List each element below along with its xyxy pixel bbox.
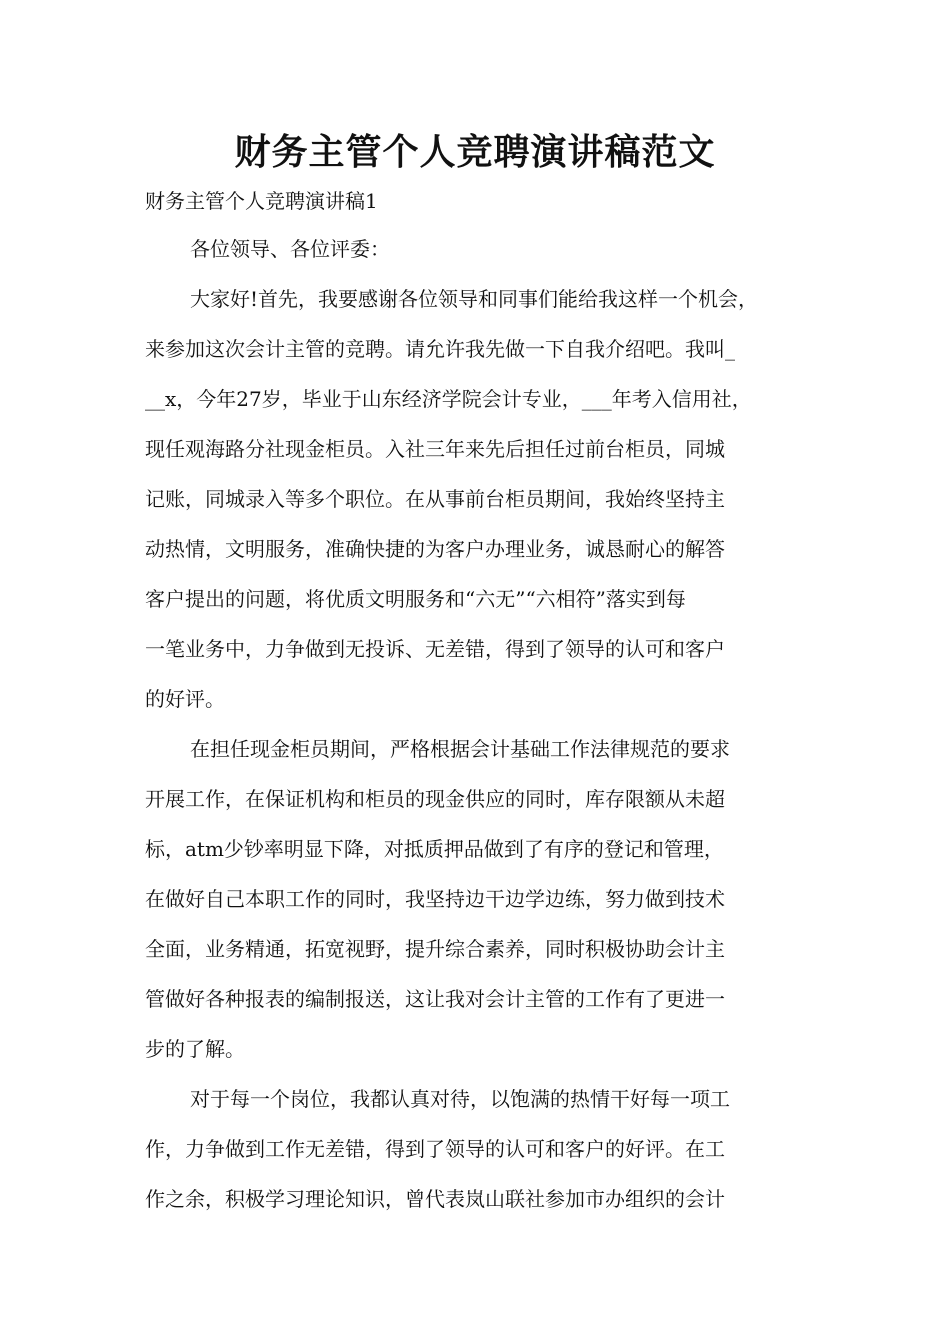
paragraph-1-line-5: 记账，同城录入等多个职位。在从事前台柜员期间，我始终坚持主 (145, 487, 725, 511)
paragraph-3-line-1: 对于每一个岗位，我都认真对待，以饱满的热情干好每一项工 (190, 1087, 730, 1111)
paragraph-2-line-1: 在担任现金柜员期间，严格根据会计基础工作法律规范的要求 (190, 737, 730, 761)
paragraph-2-line-4: 在做好自己本职工作的同时，我坚持边干边学边练，努力做到技术 (145, 887, 725, 911)
paragraph-2-line-6: 管做好各种报表的编制报送，这让我对会计主管的工作有了更进一 (145, 987, 725, 1011)
salutation: 各位领导、各位评委： (190, 237, 390, 261)
paragraph-1-line-6: 动热情，文明服务，准确快捷的为客户办理业务，诚恳耐心的解答 (145, 537, 725, 561)
paragraph-1-line-7: 客户提出的问题，将优质文明服务和“六无”“六相符”落实到每 (145, 587, 686, 611)
paragraph-3-line-2: 作，力争做到工作无差错，得到了领导的认可和客户的好评。在工 (145, 1137, 725, 1161)
paragraph-2-line-5: 全面，业务精通，拓宽视野，提升综合素养，同时积极协助会计主 (145, 937, 725, 961)
paragraph-1-line-9: 的好评。 (145, 687, 225, 711)
paragraph-1-line-8: 一笔业务中，力争做到无投诉、无差错，得到了领导的认可和客户 (145, 637, 725, 661)
paragraph-1-line-4: 现任观海路分社现金柜员。入社三年来先后担任过前台柜员，同城 (145, 437, 725, 461)
document-subtitle: 财务主管个人竞聘演讲稿1 (145, 189, 378, 213)
paragraph-2-line-2: 开展工作，在保证机构和柜员的现金供应的同时，库存限额从未超 (145, 787, 725, 811)
paragraph-3-line-3: 作之余，积极学习理论知识，曾代表岚山联社参加市办组织的会计 (145, 1187, 725, 1211)
paragraph-1-line-1: 大家好!首先，我要感谢各位领导和同事们能给我这样一个机会， (190, 287, 759, 311)
paragraph-1-line-2: 来参加这次会计主管的竞聘。请允许我先做一下自我介绍吧。我叫_ (145, 337, 735, 361)
document-title: 财务主管个人竞聘演讲稿范文 (234, 131, 716, 173)
paragraph-2-line-3: 标，atm少钞率明显下降，对抵质押品做到了有序的登记和管理， (145, 837, 724, 861)
paragraph-2-line-7: 步的了解。 (145, 1037, 245, 1061)
paragraph-1-line-3: __x，今年27岁，毕业于山东经济学院会计专业，___年考入信用社， (145, 387, 752, 411)
